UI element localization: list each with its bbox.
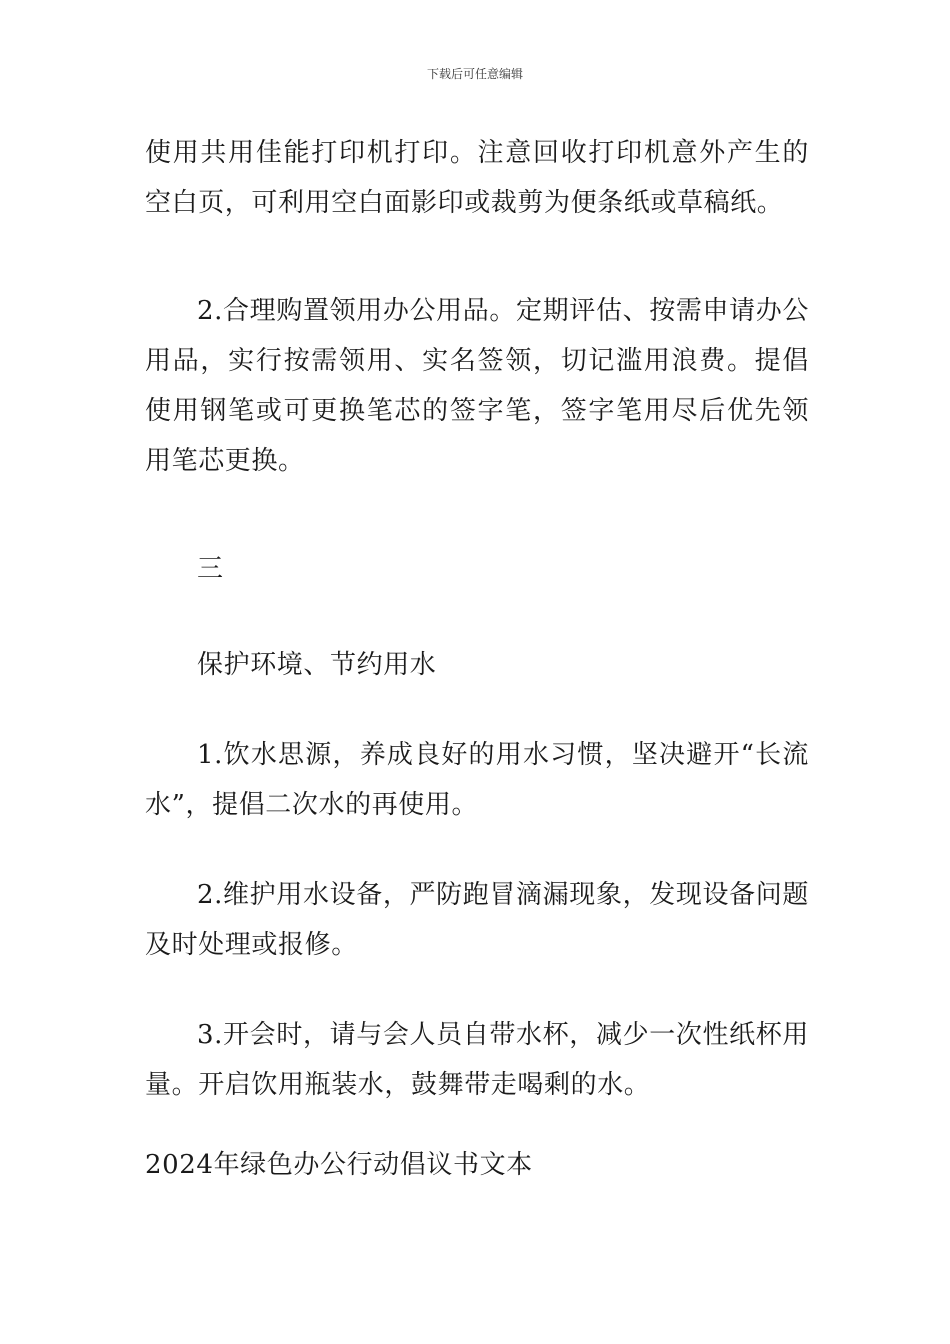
paragraph-water-equipment: 2.维护用水设备，严防跑冒滴漏现象，发现设备问题及时处理或报修。 [145,880,809,960]
document-body [145,128,809,1190]
paragraph-office-supplies: 2.合理购置领用办公用品。定期评估、按需申请办公用品，实行按需领用、实名签领，切记滥用浪费。提倡使用钢笔或可更换笔芯的签字笔，签字笔用尽后优先领用笔芯更换。 [145,296,809,476]
document-title-footer: 2024年绿色办公行动倡议书文本 [145,1150,533,1180]
section-heading-save-water: 保护环境、节约用水 [197,650,437,680]
paragraph-printing-continued: 使用共用佳能打印机打印。注意回收打印机意外产生的空白页，可利用空白面影印或裁剪为便条纸或草稿纸。 [145,138,809,218]
paragraph-water-habits: 1.饮水思源，养成良好的用水习惯，坚决避开“长流水”，提倡二次水的再使用。 [145,740,809,820]
page-header-note: 下载后可任意编辑 [426,67,523,81]
section-number-three: 三 [197,554,224,584]
paragraph-meeting-cups: 3.开会时，请与会人员自带水杯，减少一次性纸杯用量。开启饮用瓶装水，鼓舞带走喝剩的水。 [145,1020,809,1100]
